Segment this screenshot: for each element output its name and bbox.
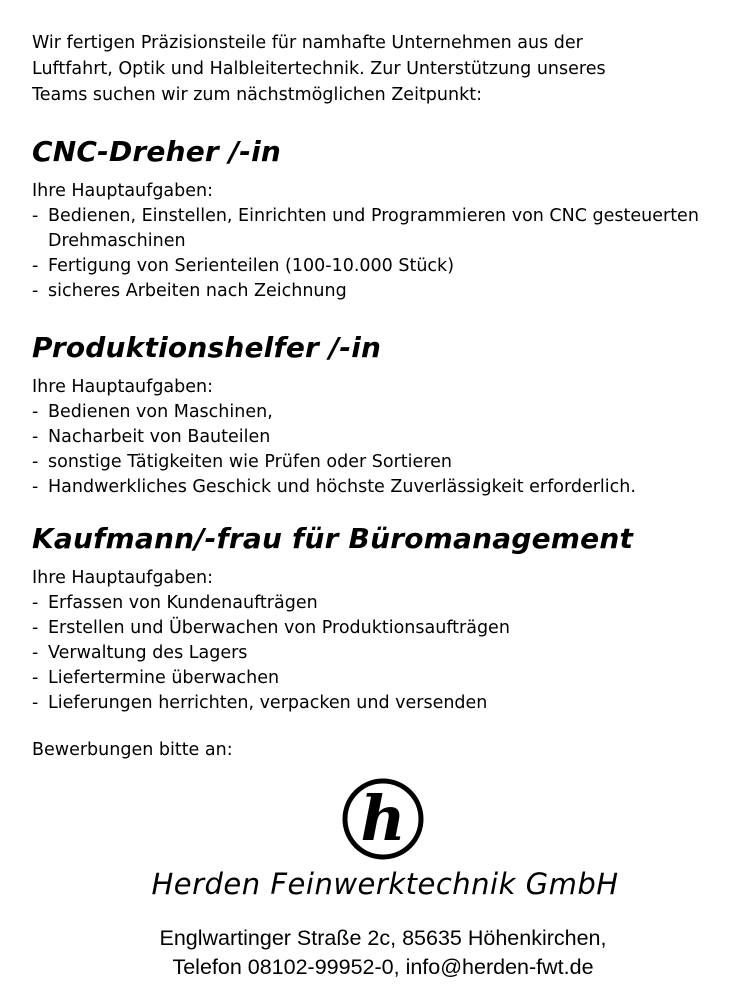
company-address: Englwartinger Straße 2c, 85635 Höhenkirchen,	[159, 926, 607, 950]
task-item: - sicheres Arbeiten nach Zeichnung	[32, 281, 347, 301]
job-title: CNC-Dreher /-in	[32, 135, 282, 168]
task-item: - Nacharbeit von Bauteilen	[32, 427, 271, 447]
task-item: - Verwaltung des Lagers	[32, 643, 248, 663]
task-item: - Bedienen, Einstellen, Einrichten und Programmieren von CNC gesteuerten Drehmaschinen	[32, 206, 699, 251]
tasks-label: Ihre Hauptaufgaben:	[32, 377, 214, 397]
task-list	[32, 204, 722, 304]
intro-line: Teams suchen wir zum nächstmöglichen Zeitpunkt:	[32, 85, 482, 105]
intro-line: Luftfahrt, Optik und Halbleitertechnik. Zur Unterstützung unseres	[32, 59, 606, 79]
company-name: Herden Feinwerktechnik GmbH	[151, 867, 619, 901]
job-kaufmann	[32, 522, 722, 716]
task-list	[32, 591, 722, 716]
task-item: - Handwerkliches Geschick und höchste Zuverlässigkeit erforderlich.	[32, 477, 636, 497]
company-logo	[342, 778, 424, 860]
task-item: - Bedienen von Maschinen,	[32, 402, 273, 422]
intro-line: Wir fertigen Präzisionsteile für namhafte Unternehmen aus der	[32, 33, 583, 53]
logo-letter: h	[360, 782, 406, 855]
job-title: Produktionshelfer /-in	[32, 331, 382, 364]
company-contact: Telefon 08102-99952-0, info@herden-fwt.de	[172, 955, 594, 979]
task-list	[32, 400, 722, 500]
tasks-label: Ihre Hauptaufgaben:	[32, 568, 214, 588]
task-item: - Lieferungen herrichten, verpacken und versenden	[32, 693, 488, 713]
company-address-block	[0, 924, 736, 982]
task-item: - sonstige Tätigkeiten wie Prüfen oder Sortieren	[32, 452, 452, 472]
task-item: - Erstellen und Überwachen von Produktionsaufträgen	[32, 618, 510, 638]
job-title: Kaufmann/-frau für Büromanagement	[32, 522, 634, 555]
task-item: - Erfassen von Kundenaufträgen	[32, 593, 318, 613]
tasks-label: Ihre Hauptaufgaben:	[32, 181, 214, 201]
job-produktionshelfer	[32, 331, 722, 500]
job-cnc-dreher	[32, 135, 722, 304]
job-advertisement	[32, 30, 722, 763]
application-label: Bewerbungen bitte an:	[32, 740, 233, 760]
task-item: - Liefertermine überwachen	[32, 668, 280, 688]
task-item: - Fertigung von Serienteilen (100-10.000 Stück)	[32, 256, 455, 276]
intro-text	[32, 30, 722, 108]
